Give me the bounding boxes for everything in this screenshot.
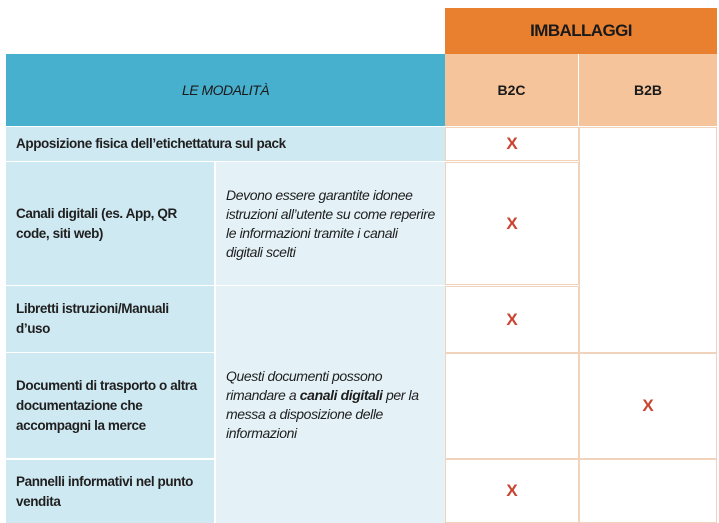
row-pannelli-b2c (445, 459, 579, 523)
row-canali-b2c (445, 162, 579, 285)
row-apposizione-label: Apposizione fisica dell’etichettatura sul pack (6, 127, 445, 161)
modalita-header: LE MODALITÀ (6, 54, 445, 126)
b2b-header: B2B (579, 54, 717, 126)
x-mark: X (642, 396, 654, 415)
shared-note (216, 286, 445, 523)
x-mark: X (506, 213, 518, 233)
x-mark: X (506, 134, 518, 153)
row-pannelli-b2b (579, 459, 717, 523)
x-mark: X (506, 309, 518, 329)
b2c-header: B2C (445, 54, 578, 126)
x-mark: X (506, 481, 518, 500)
row-documenti-b2c (445, 353, 579, 459)
shared-note-bold: canali digitali (299, 386, 383, 403)
b2b-empty-cell (579, 127, 717, 353)
row-documenti-label: Documenti di trasporto o altra documentazione che accompagni la merce (6, 353, 214, 458)
row-pannelli-label: Pannelli informativi nel punto vendita (6, 460, 214, 523)
row-libretti-b2c (445, 286, 579, 353)
row-apposizione-b2c (445, 127, 579, 161)
shared-note-text: Questi documenti possono rimandare a canali digitali per la messa a disposizione delle informazioni (226, 367, 419, 441)
row-canali-label: Canali digitali (es. App, QR code, siti web) (6, 162, 214, 285)
row-canali-note: Devono essere garantite idonee istruzioni all’utente su come reperire le informazioni tramite i canali digitali scelti (216, 162, 445, 285)
row-libretti-label: Libretti istruzioni/Manuali d’uso (6, 286, 214, 352)
imballaggi-header: IMBALLAGGI (445, 8, 717, 54)
row-documenti-b2b (579, 353, 717, 459)
